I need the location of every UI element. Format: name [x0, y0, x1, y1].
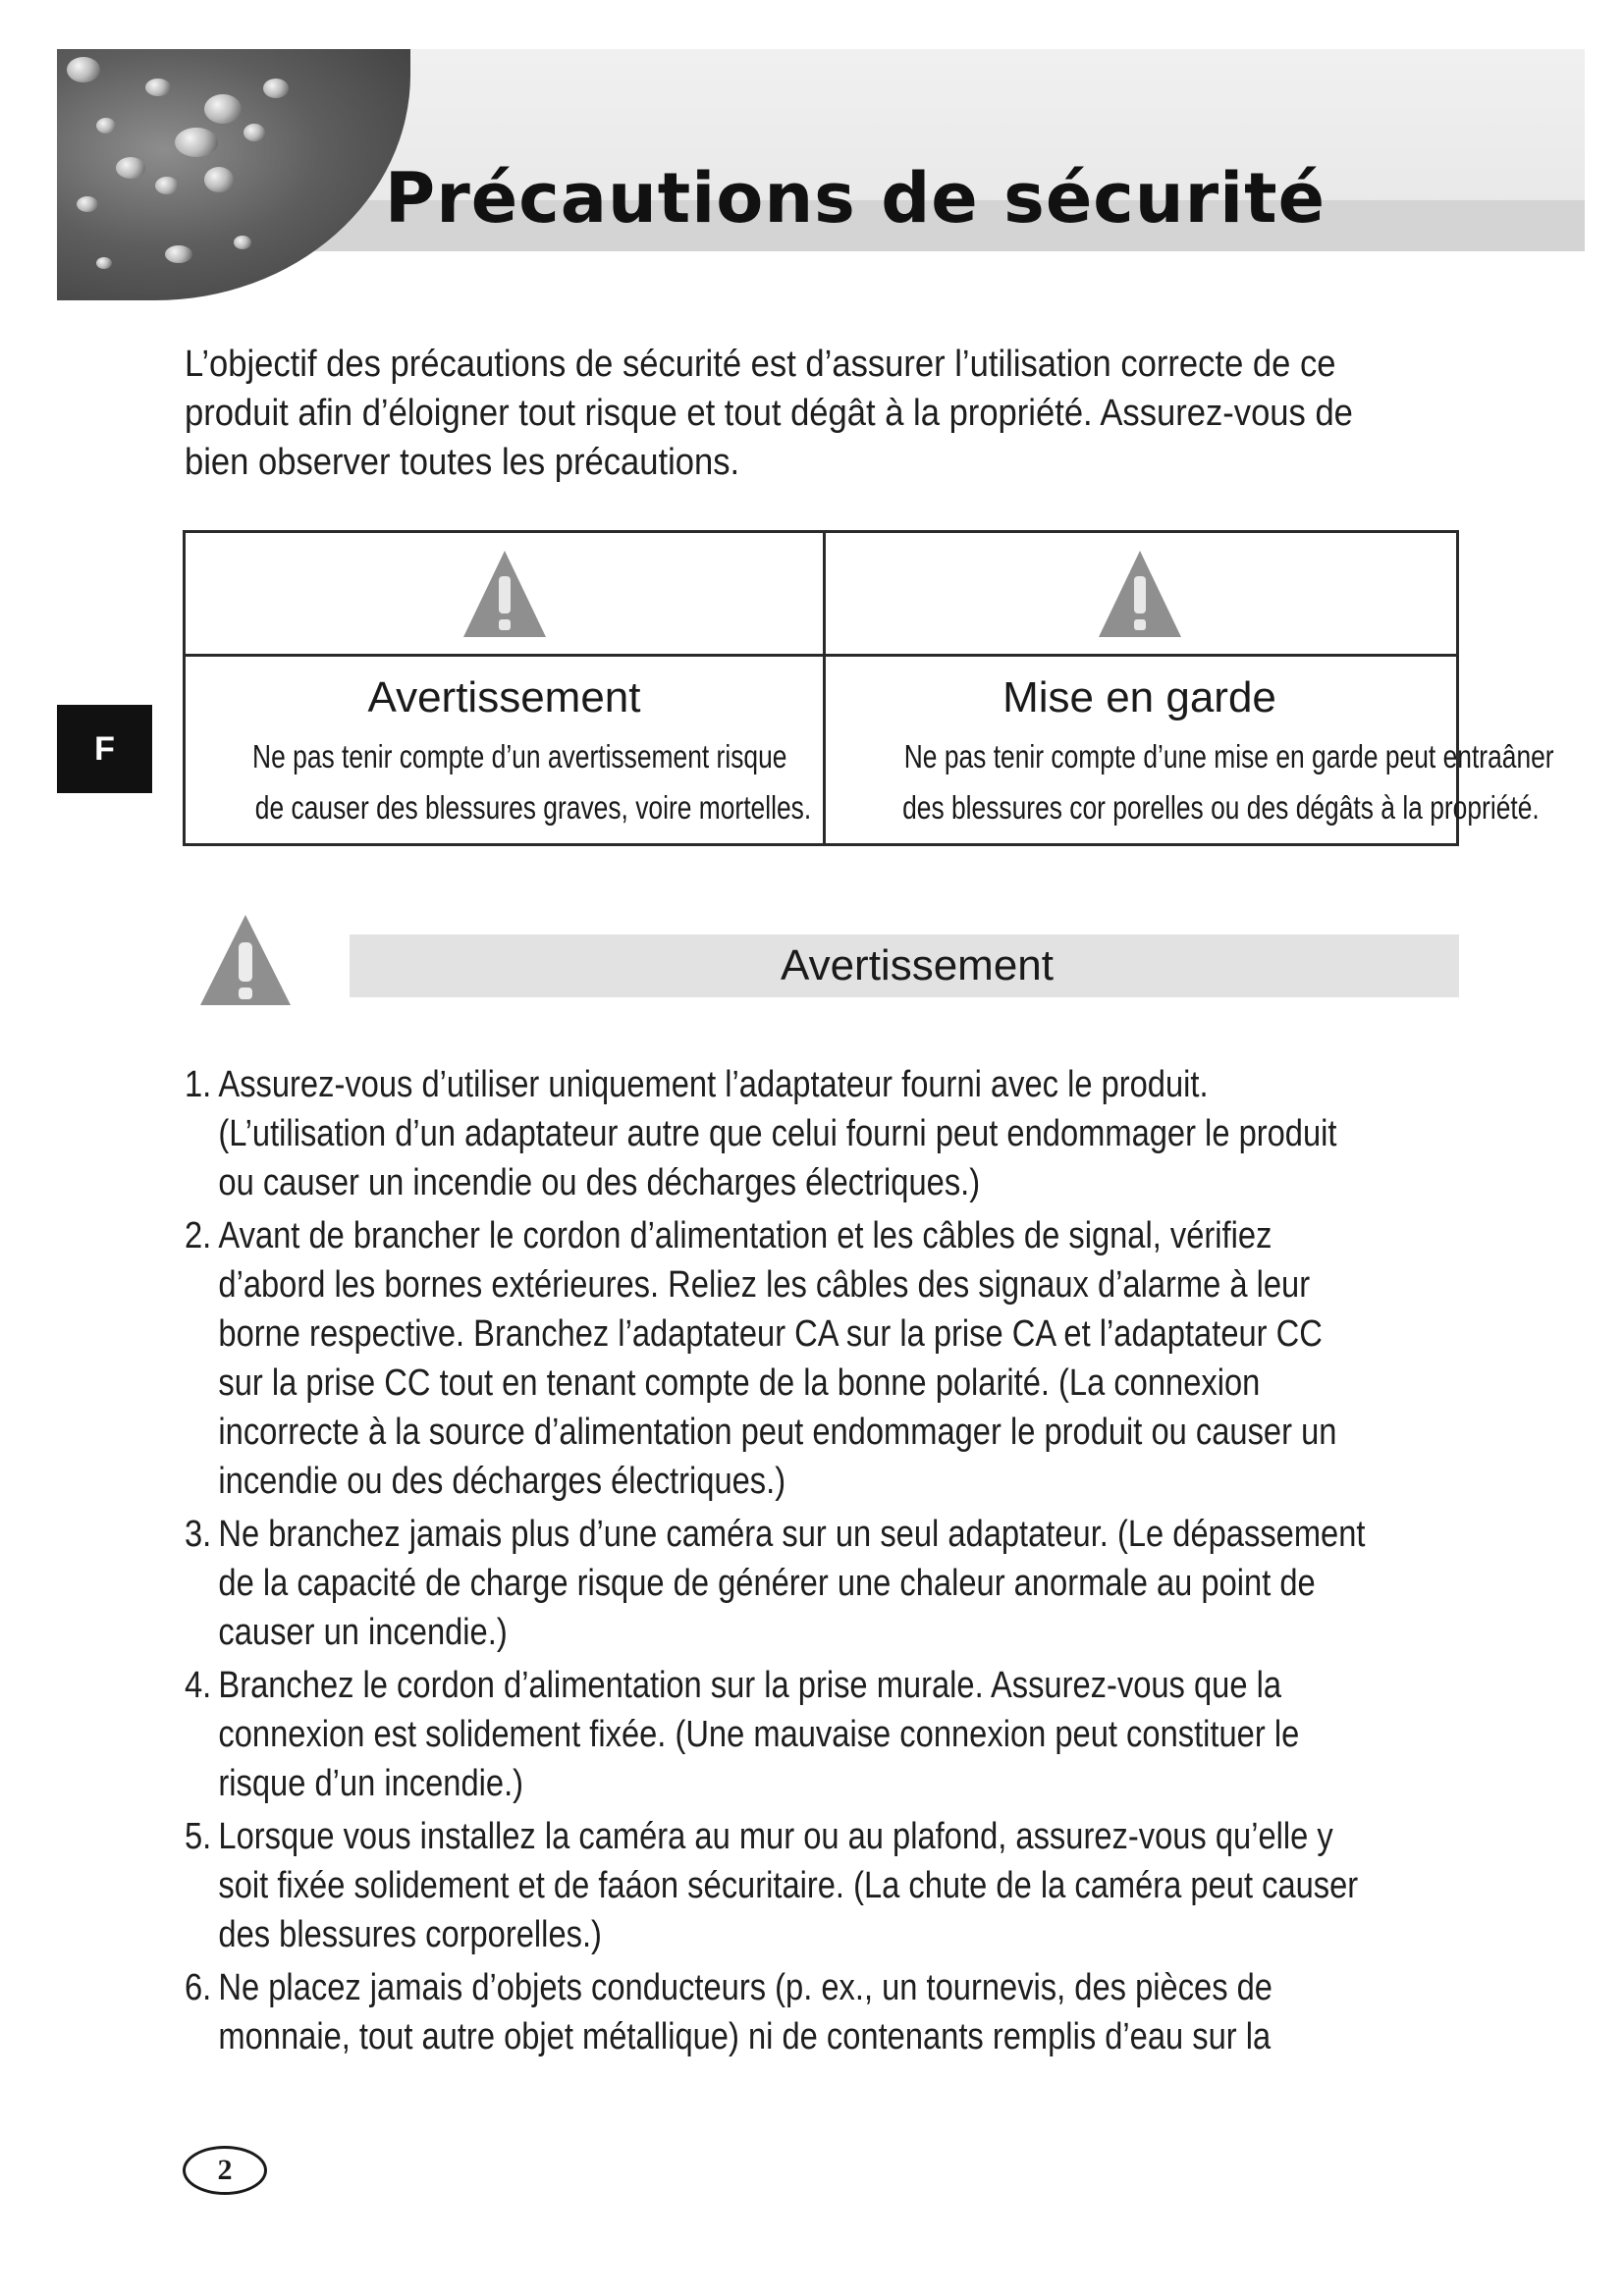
warning-triangle-icon	[460, 547, 550, 641]
list-item-number: 2.	[185, 1215, 212, 1256]
list-item	[185, 1211, 1367, 1506]
list-item	[185, 1060, 1367, 1207]
symbol-legend-table	[183, 530, 1554, 846]
symbol-description-line: de causer des blessures graves, voire mortelles.	[254, 789, 812, 826]
symbol-cell-caution	[823, 533, 1554, 843]
list-item	[185, 1661, 1367, 1808]
section-heading: Avertissement	[781, 941, 1054, 989]
list-item-number: 1.	[185, 1064, 212, 1105]
symbol-label: Avertissement	[367, 673, 641, 721]
list-item-text: Ne placez jamais d’objets conducteurs (p. ex., un tournevis, des pièces de monnaie, tout autre objet métallique) ni de contenants remplis d’eau sur la	[218, 1967, 1272, 2057]
symbol-label: Mise en garde	[1002, 673, 1276, 721]
symbol-description	[823, 731, 1554, 833]
intro-paragraph: L’objectif des précautions de sécurité est d’assurer l’utilisation correcte de ce produit afin d’éloigner tout risque et tout dégât à la propriété. Assurez-vous de bien observer toutes les précautions.	[185, 344, 1353, 483]
language-tab-label: F	[94, 729, 115, 768]
list-item-text: Lorsque vous installez la caméra au mur ou au plafond, assurez-vous qu’elle y soit fixée solidement et de faáon sécuritaire. (La chute de la caméra peut causer des blessures corporelles.)	[218, 1816, 1359, 1955]
list-item-number: 4.	[185, 1665, 212, 1706]
header	[57, 147, 1585, 249]
list-item	[185, 1963, 1367, 2061]
list-item	[185, 1510, 1367, 1657]
symbol-description	[186, 731, 823, 833]
symbol-cell-warning	[186, 533, 826, 843]
section-heading-bar	[350, 934, 1459, 997]
list-item-text: Ne branchez jamais plus d’une caméra sur un seul adaptateur. (Le dépassement de la capacité de charge risque de générer une chaleur anormale au point de causer un incendie.)	[218, 1514, 1366, 1653]
page-number: 2	[217, 2154, 233, 2186]
list-item-text: Branchez le cordon d’alimentation sur la prise murale. Assurez-vous que la connexion est solidement fixée. (Une mauvaise connexion peut constituer le risque d’un incendie.)	[218, 1665, 1300, 1804]
symbol-description-line: Ne pas tenir compte d’un avertissement risque	[252, 738, 787, 774]
list-item-number: 3.	[185, 1514, 212, 1555]
page-number-badge	[183, 2146, 267, 2195]
warning-triangle-icon	[196, 911, 295, 1009]
page-title: Précautions de sécurité	[384, 158, 1326, 239]
caution-triangle-icon	[1095, 547, 1185, 641]
symbol-description-line: des blessures cor porelles ou des dégâts à la propriété.	[902, 789, 1540, 826]
list-item-number: 6.	[185, 1967, 212, 2008]
symbol-description-line: Ne pas tenir compte d’une mise en garde peut entraâner	[903, 738, 1554, 774]
warning-list	[185, 1060, 1367, 2065]
symbol-icon-row	[823, 533, 1456, 657]
list-item-number: 5.	[185, 1816, 212, 1857]
list-item	[185, 1812, 1367, 1959]
symbol-icon-row	[186, 533, 823, 657]
list-item-text: Avant de brancher le cordon d’alimentation et les câbles de signal, vérifiez d’abord les bornes extérieures. Reliez les câbles des signaux d’alarme à leur borne respective. Branchez l’adaptateur CA sur la prise CA et l’adaptateur CC sur la prise CC tout en tenant compte de la bonne polarité. (La connexion incorrecte à la source d’alimentation peut endommager le produit ou causer un incendie ou des décharges électriques.)	[218, 1215, 1337, 1502]
list-item-text: Assurez-vous d’utiliser uniquement l’adaptateur fourni avec le produit. (L’utilisation d’un adaptateur autre que celui fourni peut endommager le produit ou causer un incendie ou des décharges électriques.)	[218, 1064, 1337, 1203]
language-tab	[57, 705, 152, 793]
